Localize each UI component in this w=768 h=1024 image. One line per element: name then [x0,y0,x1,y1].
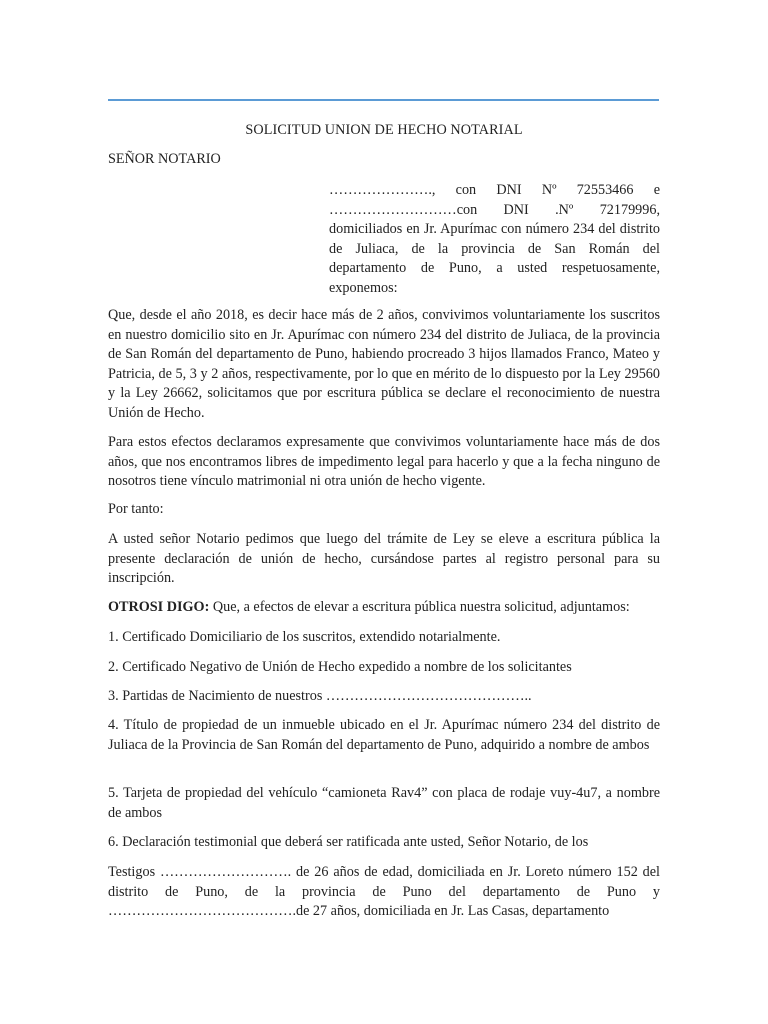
header-rule [108,99,659,101]
addressee: SEÑOR NOTARIO [108,151,221,167]
list-item-5: 5. Tarjeta de propiedad del vehículo “camioneta Rav4” con placa de rodaje vuy-4u7, a nombre de ambos [108,785,660,821]
intro-paragraph: …………………., con DNI Nº 72553466 e ………………………con DNI .Nº 72179996, domiciliados en Jr. Apurímac con número 234 del distrito de Juliaca, de la provincia de San Román del departamento de Puno, a usted respetuosamente, exponemos: [329,182,660,296]
paragraph-4: A usted señor Notario pedimos que luego del trámite de Ley se eleve a escritura pública la presente declaración de unión de hecho, cursándose partes al registro personal para su inscripción. [108,531,660,586]
paragraph-1: Que, desde el año 2018, es decir hace más de 2 años, convivimos voluntariamente los suscritos en nuestro domicilio sito en Jr. Apurímac con número 234 del distrito de Juliaca, de la provincia de San Román del departamento de Puno, habiendo procreado 3 hijos llamados Franco, Mateo y Patricia, de 5, 3 y 2 años, respectivamente, por lo que en mérito de lo dispuesto por la Ley 29560 y la Ley 26662, solicitamos que por escritura pública se declare el reconocimiento de nuestra Unión de Hecho. [108,307,660,421]
document-title: SOLICITUD UNION DE HECHO NOTARIAL [245,122,523,138]
list-item-2: 2. Certificado Negativo de Unión de Hecho expedido a nombre de los solicitantes [108,659,572,675]
otrosi-paragraph [108,598,660,618]
list-item-1: 1. Certificado Domiciliario de los suscritos, extendido notarialmente. [108,629,501,645]
paragraph-3: Por tanto: [108,501,164,517]
otrosi-label: OTROSI DIGO: [108,599,210,615]
otrosi-text: Que, a efectos de elevar a escritura pública nuestra solicitud, adjuntamos: [209,599,630,615]
paragraph-2: Para estos efectos declaramos expresamente que convivimos voluntariamente hace más de dos años, que nos encontramos libres de impedimento legal para hacerlo y que a la fecha ninguno de nosotros tiene vínculo matrimonial ni otra unión de hecho vigente. [108,434,660,489]
testigos-paragraph: Testigos ………………………. de 26 años de edad, domiciliada en Jr. Loreto número 152 del distrito de Puno, de la provincia de Puno del departamento de Puno y ………………………………….de 27 años, domiciliada en Jr. Las Casas, departamento [108,864,660,919]
list-item-6: 6. Declaración testimonial que deberá ser ratificada ante usted, Señor Notario, de los [108,834,589,850]
list-item-4: 4. Título de propiedad de un inmueble ubicado en el Jr. Apurímac número 234 del distrito de Juliaca de la Provincia de San Román del departamento de Puno, adquirido a nombre de ambos [108,717,660,753]
list-item-3: 3. Partidas de Nacimiento de nuestros …………………………………….. [108,688,532,704]
